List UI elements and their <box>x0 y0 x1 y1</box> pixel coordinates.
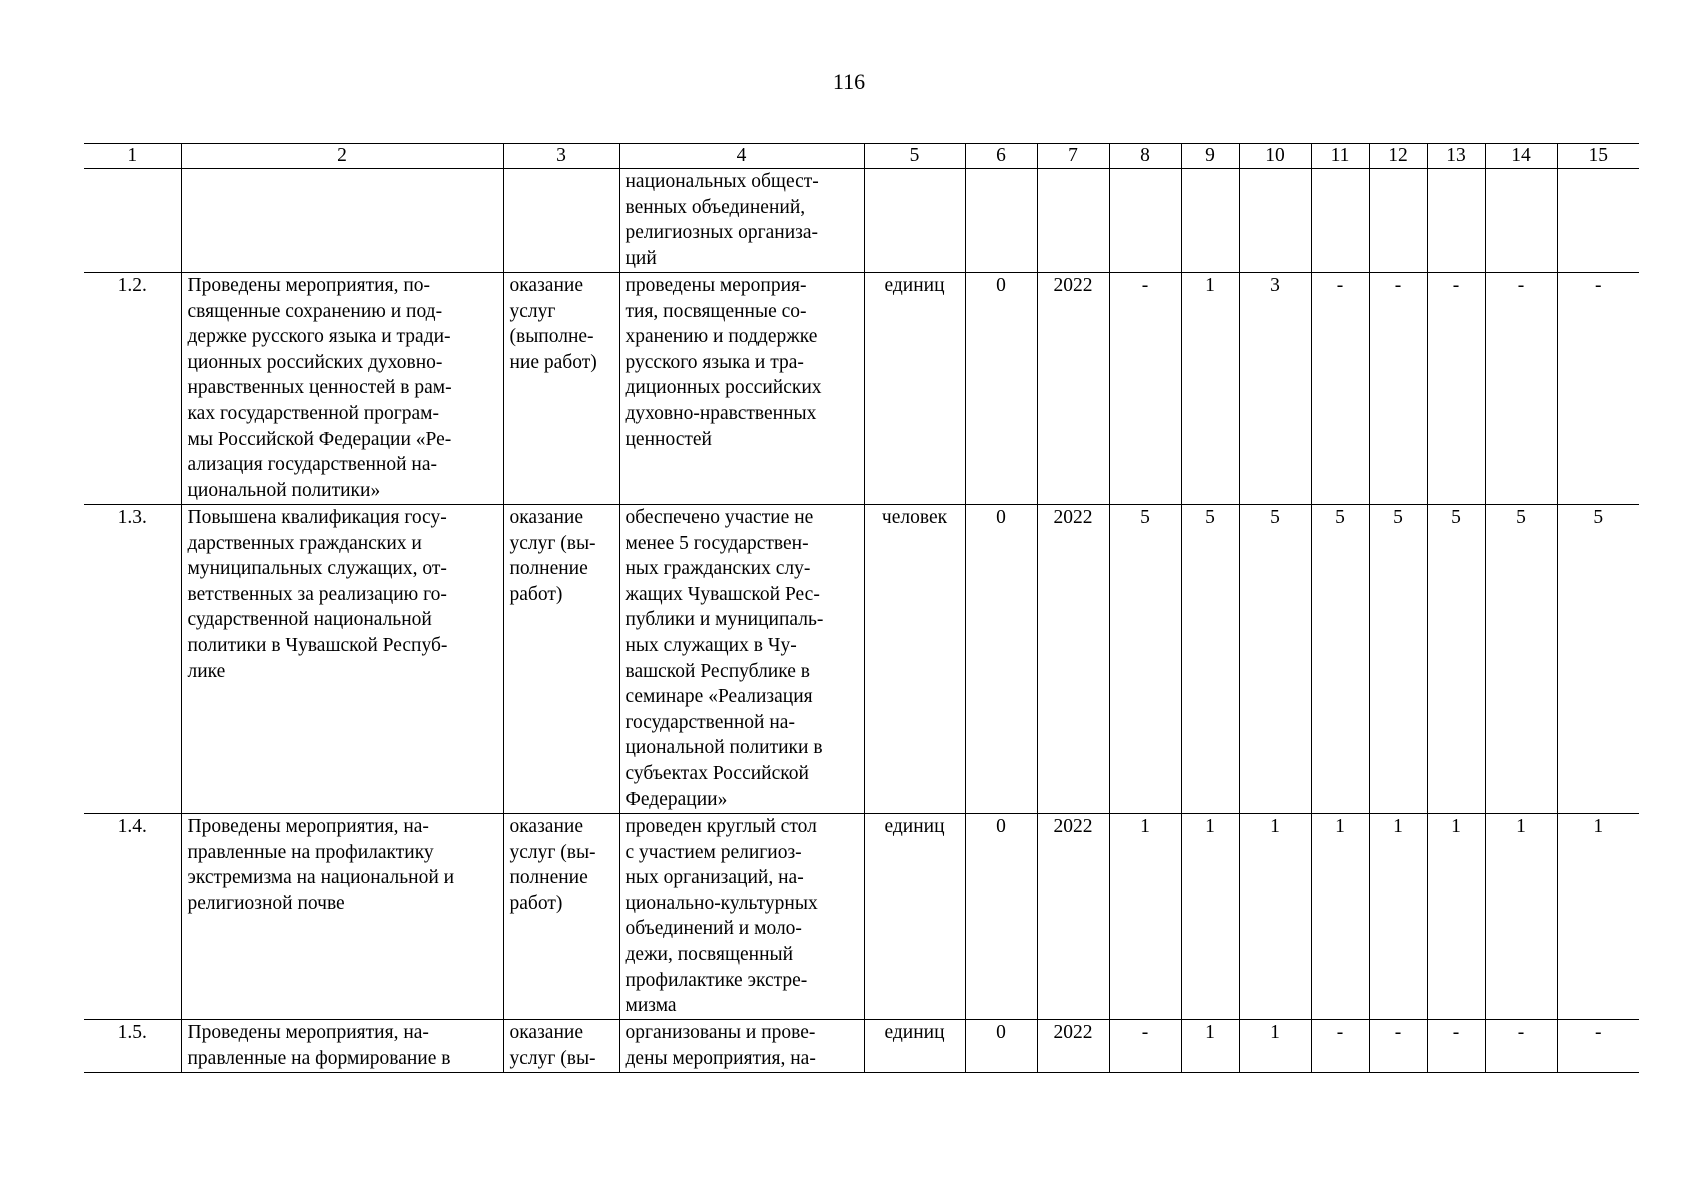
base-value: 0 <box>965 273 1037 505</box>
event-name: Проведены мероприятия, на- правленные на формирование в <box>181 1020 503 1073</box>
row-number: 1.5. <box>84 1020 181 1073</box>
column-number: 9 <box>1181 144 1239 169</box>
column-number: 13 <box>1427 144 1485 169</box>
base-value: 0 <box>965 814 1037 1020</box>
base-year: 2022 <box>1037 273 1109 505</box>
year-value: 1 <box>1369 814 1427 1020</box>
base-value: 0 <box>965 1020 1037 1073</box>
year-value: 1 <box>1485 814 1557 1020</box>
column-number: 12 <box>1369 144 1427 169</box>
year-value <box>1181 169 1239 273</box>
column-number: 7 <box>1037 144 1109 169</box>
year-value: - <box>1427 273 1485 505</box>
year-value: 1 <box>1181 1020 1239 1073</box>
table-row <box>84 505 1639 814</box>
year-value <box>1427 169 1485 273</box>
column-number: 8 <box>1109 144 1181 169</box>
unit-of-measure <box>864 169 965 273</box>
year-value: 1 <box>1557 814 1639 1020</box>
year-value: 1 <box>1239 814 1311 1020</box>
year-value: 1 <box>1181 814 1239 1020</box>
year-value <box>1557 169 1639 273</box>
unit-of-measure: единиц <box>864 814 965 1020</box>
year-value <box>1239 169 1311 273</box>
event-type: оказание услуг (выполне- ние работ) <box>503 273 619 505</box>
unit-of-measure: человек <box>864 505 965 814</box>
year-value: 1 <box>1239 1020 1311 1073</box>
year-value: 1 <box>1427 814 1485 1020</box>
base-year <box>1037 169 1109 273</box>
year-value: - <box>1485 1020 1557 1073</box>
base-year: 2022 <box>1037 814 1109 1020</box>
row-number: 1.4. <box>84 814 181 1020</box>
base-value: 0 <box>965 505 1037 814</box>
table-row <box>84 814 1639 1020</box>
event-type: оказание услуг (вы- <box>503 1020 619 1073</box>
year-value: - <box>1427 1020 1485 1073</box>
base-year: 2022 <box>1037 505 1109 814</box>
year-value: - <box>1109 1020 1181 1073</box>
year-value: - <box>1485 273 1557 505</box>
year-value: 5 <box>1557 505 1639 814</box>
year-value: 5 <box>1181 505 1239 814</box>
event-name: Проведены мероприятия, на- правленные на профилактику экстремизма на национальной и религиозной почве <box>181 814 503 1020</box>
year-value: 5 <box>1109 505 1181 814</box>
year-value: 5 <box>1369 505 1427 814</box>
year-value <box>1311 169 1369 273</box>
table-row <box>84 1020 1639 1073</box>
year-value: - <box>1557 273 1639 505</box>
year-value: 1 <box>1181 273 1239 505</box>
year-value: 5 <box>1239 505 1311 814</box>
year-value: - <box>1109 273 1181 505</box>
year-value: - <box>1557 1020 1639 1073</box>
year-value: - <box>1369 273 1427 505</box>
unit-of-measure: единиц <box>864 1020 965 1073</box>
event-name: Проведены мероприятия, по- священные сохранению и под- держке русского языка и тради- ционных российских духовно- нравственных ценностей в рам- ках государственной програм- мы Российской Федерации «Ре- ализация государственной на- циональной политики» <box>181 273 503 505</box>
column-number: 1 <box>84 144 181 169</box>
year-value: 5 <box>1427 505 1485 814</box>
column-number: 15 <box>1557 144 1639 169</box>
unit-of-measure: единиц <box>864 273 965 505</box>
year-value: - <box>1369 1020 1427 1073</box>
row-number: 1.3. <box>84 505 181 814</box>
year-value <box>1109 169 1181 273</box>
column-number: 6 <box>965 144 1037 169</box>
year-value: - <box>1311 273 1369 505</box>
year-value: 1 <box>1311 814 1369 1020</box>
year-value <box>1369 169 1427 273</box>
event-description: проведены мероприя- тия, посвященные со- хранению и поддержке русского языка и тра- диционных российских духовно-нравственных ценностей <box>619 273 864 505</box>
event-name <box>181 169 503 273</box>
page-number: 116 <box>832 69 866 94</box>
year-value: 3 <box>1239 273 1311 505</box>
event-description: организованы и прове- дены мероприятия, на- <box>619 1020 864 1073</box>
row-number <box>84 169 181 273</box>
event-name: Повышена квалификация госу- дарственных гражданских и муниципальных служащих, от- ветственных за реализацию го- сударственной национальной политики в Чувашской Респуб- лике <box>181 505 503 814</box>
indicators-table <box>84 143 1639 1073</box>
column-number-row <box>84 144 1639 169</box>
column-number: 10 <box>1239 144 1311 169</box>
column-number: 5 <box>864 144 965 169</box>
year-value <box>1485 169 1557 273</box>
column-number: 14 <box>1485 144 1557 169</box>
event-description: проведен круглый стол с участием религиоз- ных организаций, на- ционально-культурных объединений и моло- дежи, посвященный профилактике экстре- мизма <box>619 814 864 1020</box>
year-value: - <box>1311 1020 1369 1073</box>
event-type <box>503 169 619 273</box>
column-number: 11 <box>1311 144 1369 169</box>
base-year: 2022 <box>1037 1020 1109 1073</box>
row-number: 1.2. <box>84 273 181 505</box>
table-row <box>84 169 1639 273</box>
base-value <box>965 169 1037 273</box>
column-number: 4 <box>619 144 864 169</box>
year-value: 5 <box>1311 505 1369 814</box>
event-type: оказание услуг (вы- полнение работ) <box>503 814 619 1020</box>
event-type: оказание услуг (вы- полнение работ) <box>503 505 619 814</box>
column-number: 3 <box>503 144 619 169</box>
table-row <box>84 273 1639 505</box>
column-number: 2 <box>181 144 503 169</box>
event-description: обеспечено участие не менее 5 государствен- ных гражданских слу- жащих Чувашской Рес- публики и муниципаль- ных служащих в Чу- вашской Республике в семинаре «Реализация государственной на- циональной политики в субъектах Российской Федерации» <box>619 505 864 814</box>
year-value: 1 <box>1109 814 1181 1020</box>
year-value: 5 <box>1485 505 1557 814</box>
event-description: национальных общест- венных объединений, религиозных организа- ций <box>619 169 864 273</box>
